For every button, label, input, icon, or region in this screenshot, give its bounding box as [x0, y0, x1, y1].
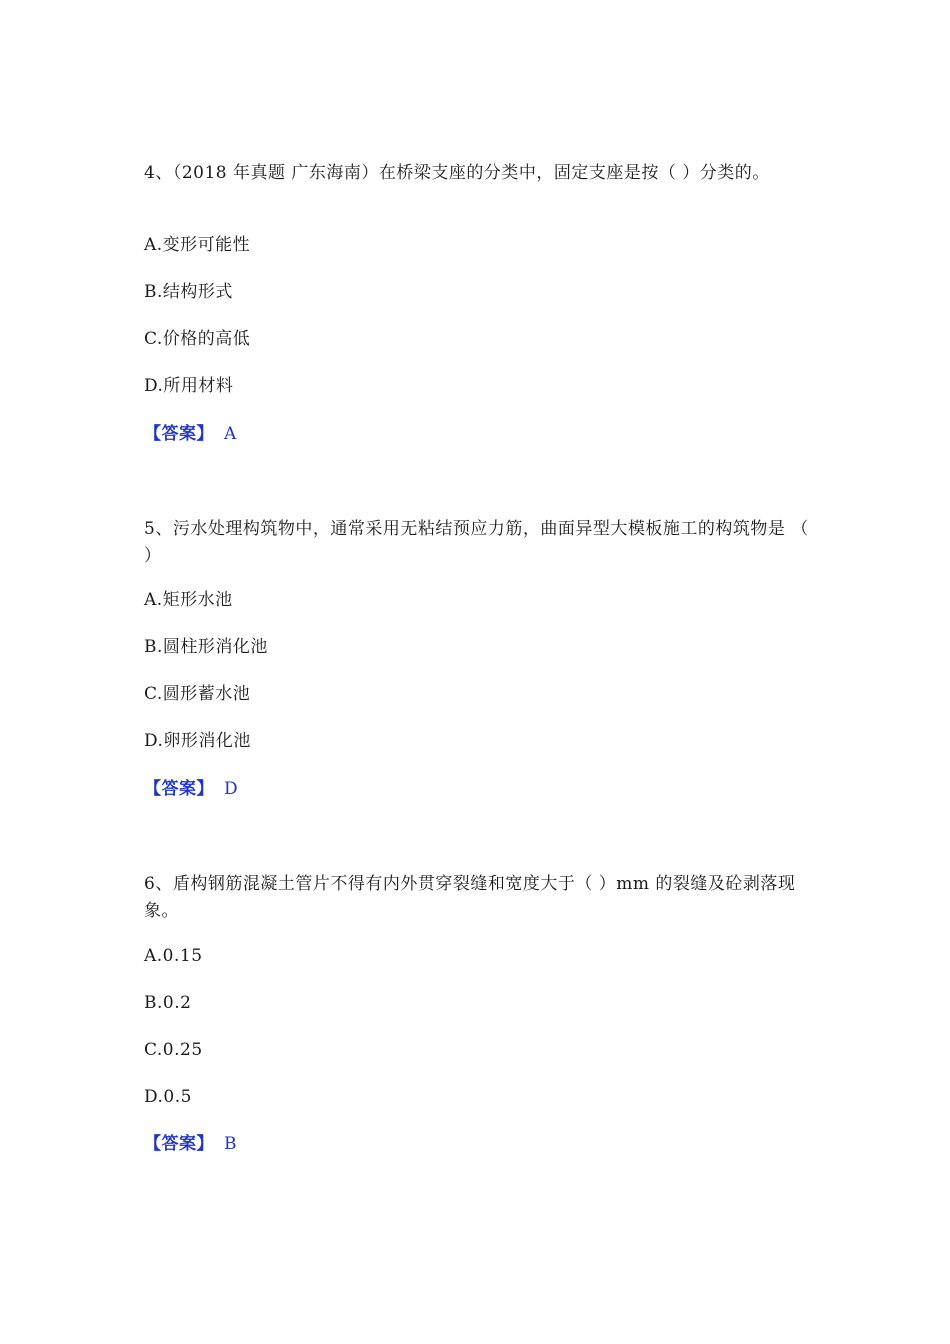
option-a: A.矩形水池 — [144, 590, 233, 610]
answer-value: D — [224, 779, 239, 799]
answer-label: 【答案】 — [144, 424, 214, 444]
option-d: D.0.5 — [144, 1087, 192, 1107]
answer-label: 【答案】 — [144, 779, 214, 799]
answer-line — [144, 423, 237, 445]
answer-line — [144, 778, 238, 800]
question-6 — [144, 871, 814, 1154]
option-d: D.所用材料 — [144, 376, 234, 396]
option-c: C.价格的高低 — [144, 329, 251, 349]
option-d: D.卵形消化池 — [144, 731, 251, 751]
option-b: B.结构形式 — [144, 282, 233, 302]
answer-label: 【答案】 — [144, 1134, 214, 1154]
option-a: A.0.15 — [144, 946, 203, 966]
answer-value: A — [224, 424, 237, 444]
option-c: C.0.25 — [144, 1040, 203, 1060]
option-c: C.圆形蓄水池 — [144, 684, 251, 704]
option-b: B.圆柱形消化池 — [144, 637, 268, 657]
question-4 — [144, 160, 814, 444]
question-5 — [144, 516, 814, 799]
question-stem: 5、污水处理构筑物中，通常采用无粘结预应力筋，曲面异型大模板施工的构筑物是 （ ） — [144, 519, 809, 566]
option-b: B.0.2 — [144, 993, 192, 1013]
question-stem: 6、盾构钢筋混凝土管片不得有内外贯穿裂缝和宽度大于（ ）mm 的裂缝及砼剥落现象。 — [144, 874, 796, 921]
answer-value: B — [224, 1134, 237, 1154]
option-a: A.变形可能性 — [144, 235, 251, 255]
question-stem: 4、（2018 年真题 广东海南）在桥梁支座的分类中，固定支座是按（ ）分类的。 — [144, 163, 770, 183]
answer-line — [144, 1133, 237, 1155]
